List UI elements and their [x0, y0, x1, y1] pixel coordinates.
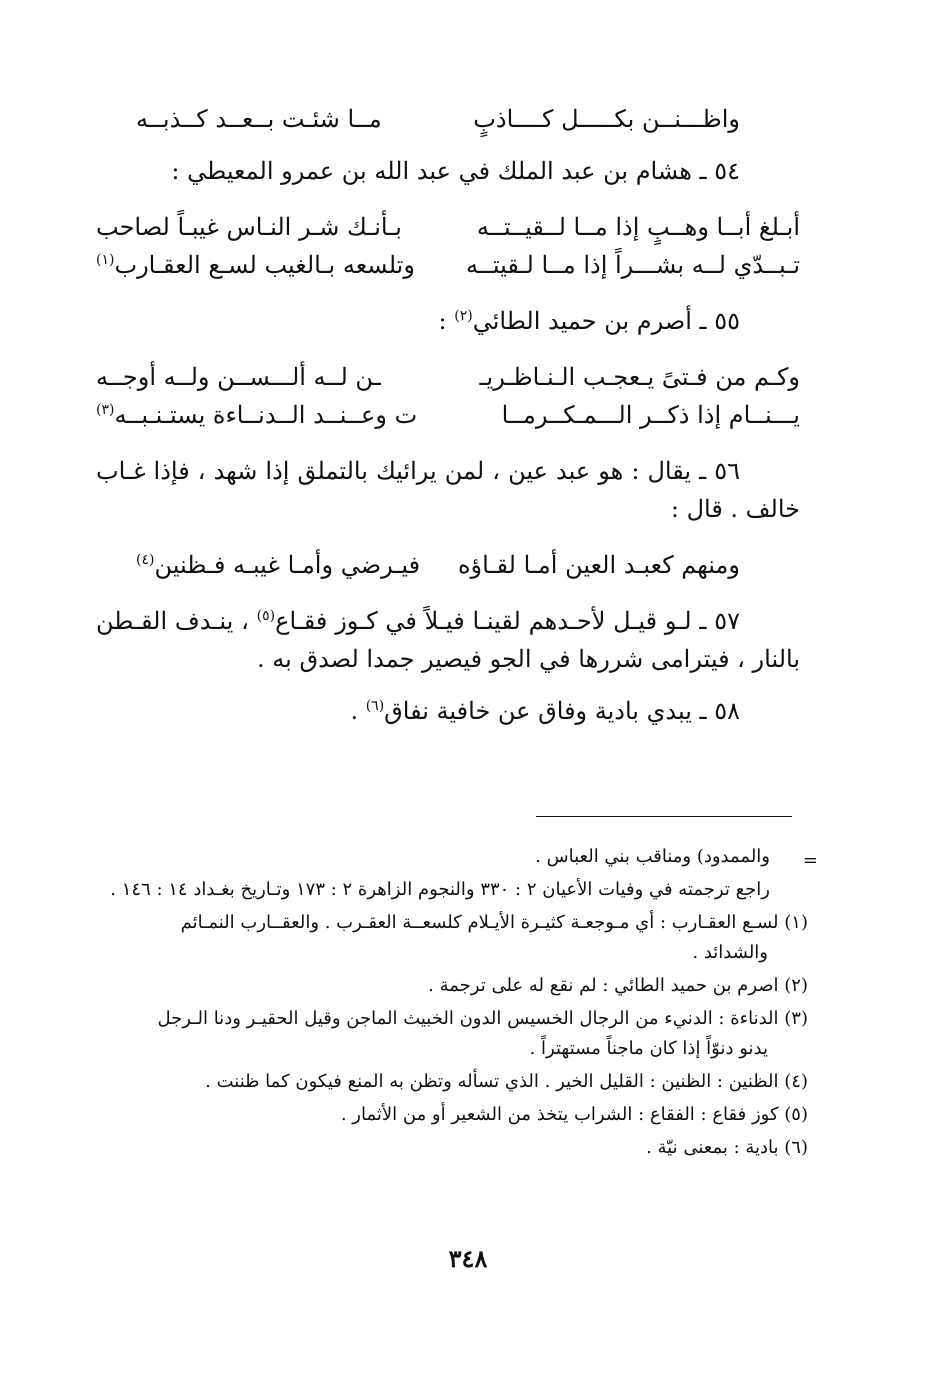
footnote-number: (٦): [784, 1137, 808, 1158]
footnote-text-cont: والشدائد .: [692, 942, 768, 963]
footnote-5: [96, 1100, 808, 1130]
footnote-text: الظنين : الظنين : القليل الخير . الذي تسأله وتظن به المنع فيكون كما ظننت .: [205, 1071, 779, 1092]
entry-text: ٥٥ ـ أصرم بن حميد الطائي: [472, 307, 740, 335]
footnote-6: [96, 1133, 808, 1163]
verse-text: وتلسعه بـالغيب لسـع العقـارب: [114, 251, 415, 279]
footnote-number: (٣): [784, 1008, 808, 1029]
continuation-mark: =: [802, 850, 818, 871]
verse-hemistich-first: واظـــنــن بكـــــل كــــاذبٍ: [473, 105, 740, 133]
entry-55: [96, 302, 800, 340]
entry-tail: :: [438, 307, 455, 335]
verse-hemistich-first: وكـم من فـتىً يـعجـب الـنـاظـريـ: [479, 363, 800, 391]
footnote-reference: راجع ترجمته في وفيات الأعيان ٢ : ٣٣٠ والنجوم الزاهرة ٢ : ١٧٣ وتـاريخ بغـداد ١٤ : ١٤٦ .: [110, 879, 770, 900]
verse-text: ت وعــنــد الــدنــاءة يستـنـبــه: [114, 401, 418, 429]
footnote-number: (٢): [784, 975, 808, 996]
footnote-text: الدناءة : الدنيء من الرجال الخسيس الدون الخبيث الماجن وقيل الحقيـر ودنا الـرجل: [157, 1008, 779, 1029]
footnote-number: (٥): [784, 1104, 808, 1125]
footnotes: [96, 842, 818, 1166]
verse-hemistich-second: بـأنـك شـر النـاس غيبـاً لصاحب: [96, 213, 402, 241]
footnote-ref: (٢): [454, 308, 473, 324]
footnote-divider: [536, 816, 792, 817]
main-text: [96, 100, 800, 730]
verse-55-2: [96, 396, 800, 434]
entry-text: ٥٨ ـ يبدي بادية وفاق عن خافية نفاق: [384, 697, 740, 725]
entry-54: ٥٤ ـ هشام بن عبد الملك في عبد الله بن عمرو المعيطي :: [171, 157, 740, 185]
verse-hemistich-second: ـن لــه ألـــســن ولــه أوجــه: [96, 363, 381, 391]
verse-hemistich-first: أبـلغ أبــا وهــبٍ إذا مــا لــقيــتــه: [476, 213, 800, 241]
footnote-ref: (٦): [365, 698, 385, 714]
footnote-ref: (٤): [136, 552, 155, 568]
entry-58: [96, 692, 800, 730]
verse-55-1: [96, 358, 800, 396]
verse-top: [96, 100, 800, 138]
verse-hemistich-first: ومنهم كعبـد العين أمـا لقـاؤه: [457, 551, 740, 579]
verse-hemistich-first: تـبــدّي لــه بشـــراً إذا مــا لـقيتــه: [465, 251, 800, 279]
footnote-text: كوز فقاع : الفقاع : الشراب يتخذ من الشعير أو من الأثمار .: [340, 1104, 779, 1125]
footnote-number: (١): [784, 912, 808, 933]
verse-hemistich-second: [136, 546, 426, 584]
footnote-ref: (٥): [256, 608, 276, 624]
entry-tail: .: [350, 697, 366, 725]
footnote-text: لسـع العقـارب : أي مـوجعـة كثيـرة الأيـلام كلسعــة العقـرب . والعقــارب النمـائم: [180, 912, 779, 933]
footnote-ref: (٣): [96, 402, 115, 418]
entry-text-cont: ، ينـدف القـطن بالنار ، فيترامى شررها في الجو فيصير جمدا لصدق به .: [96, 607, 800, 673]
footnote-continuation: والممدود) ومناقب بني العباس .: [535, 846, 770, 867]
verse-text: فيـرضي وأمـا غيبـه فـظنين: [154, 551, 421, 579]
footnote-3: [96, 1004, 808, 1064]
verse-hemistich-second: مــا شئـت بــعــد كــذبــه: [136, 105, 382, 133]
footnote-text: اصرم بن حميد الطائي : لم نقع له على ترجمة .: [428, 975, 779, 996]
entry-text: ٥٧ ـ لـو قيـل لأحـدهم لقينـا فيـلاً في كـوز فقـاع: [275, 607, 741, 635]
page-number: ٣٤٨: [448, 1244, 488, 1273]
verse-hemistich-second: [96, 396, 436, 434]
verse-54-1: [96, 208, 800, 246]
footnote-2: [96, 971, 808, 1001]
footnote-text: بادية : بمعنى نيّة .: [646, 1137, 779, 1158]
verse-hemistich-second: [96, 246, 436, 284]
entry-56: ٥٦ ـ يقال : هو عبد عين ، لمن يرائيك بالتملق إذا شهد ، فإذا غـاب خالف . قال :: [96, 457, 800, 523]
verse-56: [96, 546, 800, 584]
footnote-text-cont: يدنو دنوّاً إذا كان ماجناً مستهتراً .: [529, 1038, 768, 1059]
footnote-1: [96, 908, 808, 968]
entry-57: [96, 602, 800, 678]
verse-54-2: [96, 246, 800, 284]
footnote-number: (٤): [784, 1071, 808, 1092]
verse-hemistich-first: يـــنــام إذا ذكــر الـــمـكــرمــا: [501, 401, 800, 429]
footnote-4: [96, 1067, 808, 1097]
footnote-ref: (١): [96, 252, 115, 268]
